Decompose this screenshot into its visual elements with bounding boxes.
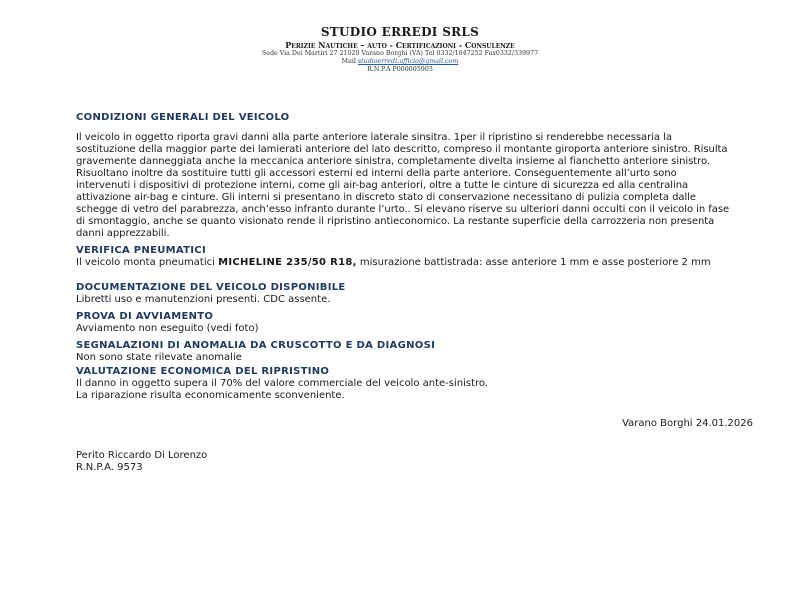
section-general-conditions: [76, 112, 731, 240]
section-text: Libretti uso e manutenzioni presenti. CDC assente.: [76, 294, 331, 305]
section-valuation: [76, 366, 731, 402]
section-title: VALUTAZIONE ECONOMICA DEL RIPRISTINO: [76, 366, 330, 377]
section-text: [76, 257, 731, 269]
company-rnpa: R.N.P.A P000005903: [367, 66, 433, 73]
section-diagnostics: [76, 340, 731, 364]
section-text-line1: Il danno in oggetto supera il 70% del valore commerciale del veicolo ante-sinistro.: [76, 378, 489, 389]
section-documents: [76, 282, 731, 306]
section-text: Non sono state rilevate anomalie: [76, 352, 242, 363]
section-startup: [76, 311, 731, 335]
mail-link[interactable]: studioerredi.ufficio@gmail.com: [357, 58, 459, 65]
section-title: CONDIZIONI GENERALI DEL VEICOLO: [76, 112, 290, 123]
signature-rnpa: R.N.P.A. 9573: [76, 462, 143, 473]
section-title: PROVA DI AVVIAMENTO: [76, 311, 214, 322]
section-title: SEGNALAZIONI DI ANOMALIA DA CRUSCOTTO E DA DIAGNOSI: [76, 340, 436, 351]
company-address: Sede Via Dei Martiri 27 21020 Varano Borghi (VA) Tel 0332/1647252 Fax0332/339977: [261, 50, 539, 57]
section-title: DOCUMENTAZIONE DEL VEICOLO DISPONIBILE: [76, 282, 346, 293]
signature-block: [76, 450, 207, 474]
letterhead: [0, 25, 800, 74]
company-mail: [0, 58, 800, 66]
tyres-text-after: misurazione battistrada: asse anteriore 1 mm e asse posteriore 2 mm: [356, 257, 711, 268]
signature-name: Perito Riccardo Di Lorenzo: [76, 450, 208, 461]
mail-label: Mail: [341, 58, 358, 65]
section-tyres: [76, 245, 731, 269]
company-name: STUDIO ERREDI SRLS: [320, 25, 480, 39]
section-text: Avviamento non eseguito (vedi foto): [76, 323, 259, 334]
tyre-model: MICHELINE 235/50 R18,: [218, 257, 357, 268]
section-text-line2: La riparazione risulta economicamente sconveniente.: [76, 390, 345, 401]
section-text: Il veicolo in oggetto riporta gravi danni alla parte anteriore laterale sinsitra. 1per il ripristino si renderebbe necessaria la sostituzione della maggior parte dei lamierati anteriore del lato descritto, compreso il montante giroporta anteriore sinistro. Risulta gravemente danneggiata anche la meccanica anteriore sinistra, completamente divelta insieme al fianchetto anteriore sinistro. Risuoltano inoltre da sostituire tutti gli accessori esterni ed interni della parte anteriore. Conseguentemente all’urto sono intervenuti i dispositivi di protezione interni, come gli air-bag anteriori, oltre a tutte le cinture di sicurezza ed alla centralina attivazione air-bag e cinture. Gli interni si presentano in discreto stato di conservazione necessitano di pulizia completa dalle schegge di vetro del parabrezza, anch’esso infranto durante l’urto.. Si elevano riserve su ulteriori danni occulti con il veicolo in fase di smontaggio, anche se quanto visionato rende il ripristino antieconomico. La restante superficie della carrozzeria non presenta danni apprezzabili.: [76, 132, 730, 239]
report-date: Varano Borghi 24.01.2026: [622, 418, 753, 429]
section-title: VERIFICA PNEUMATICI: [76, 245, 206, 256]
company-services: Perizie Nautiche – auto - Certificazioni - Consulenze: [285, 40, 515, 50]
tyres-text-before: Il veicolo monta pneumatici: [76, 257, 219, 268]
